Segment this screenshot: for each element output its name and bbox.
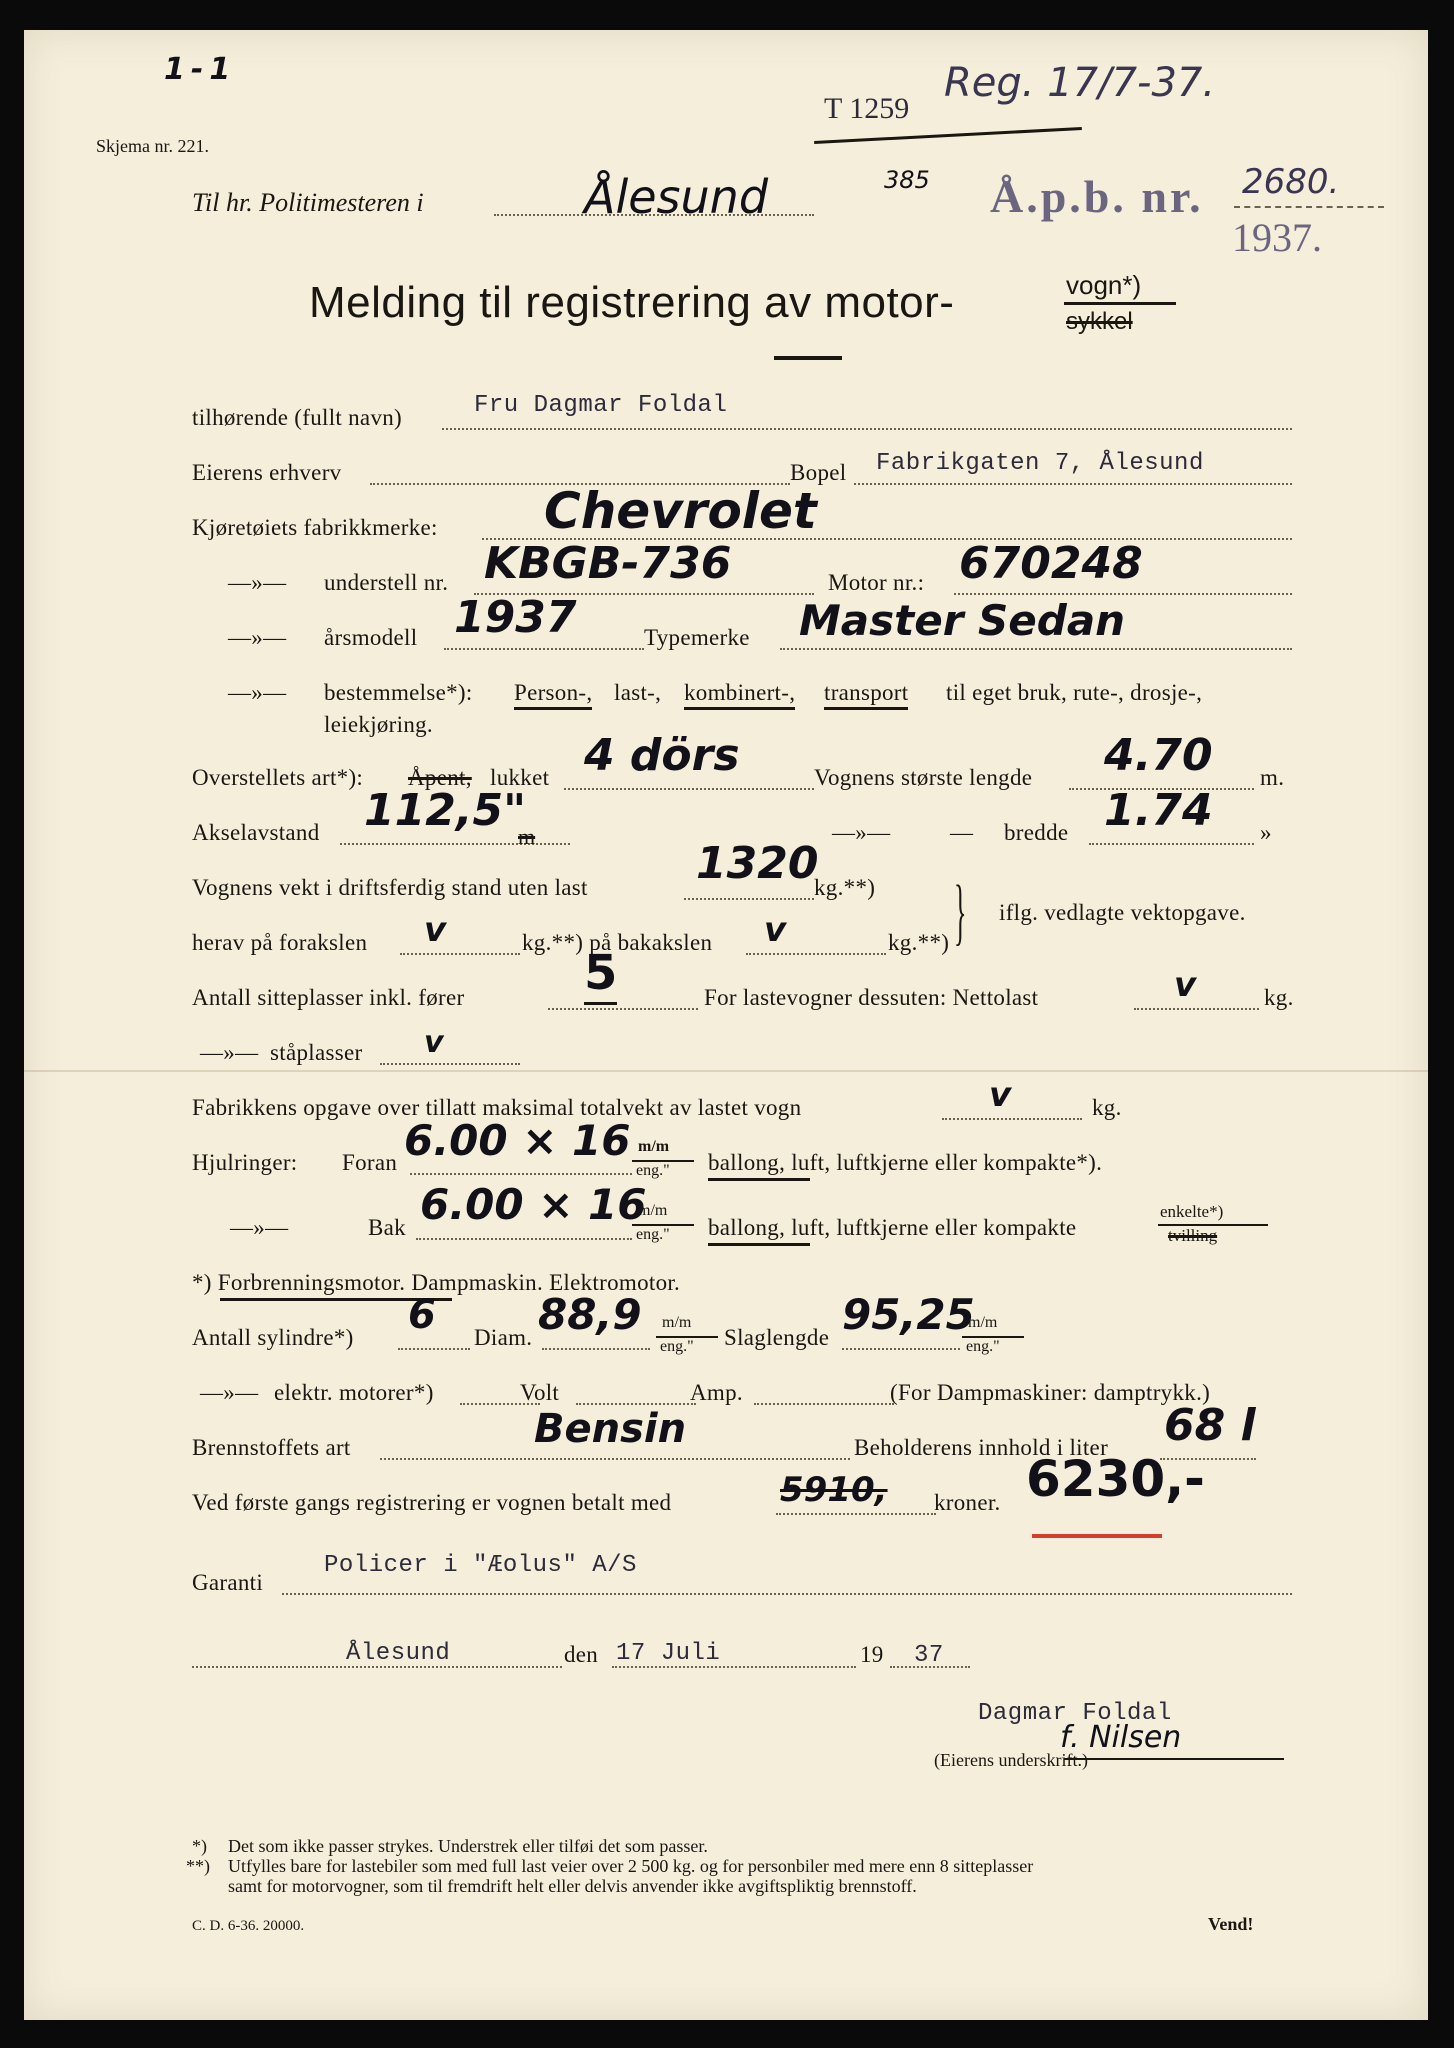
owner-line xyxy=(442,428,1292,430)
owner-value: Fru Dagmar Foldal xyxy=(474,392,728,419)
length-unit: m. xyxy=(1260,765,1285,790)
title-vogn: vogn*) xyxy=(1066,270,1142,300)
stroke-label: Slaglengde xyxy=(724,1325,830,1350)
diam-unit-mm: m/m xyxy=(662,1314,692,1331)
diam-line xyxy=(542,1348,650,1350)
apb-year: 1937. xyxy=(1232,215,1322,260)
turn-over-note: Vend! xyxy=(1208,1914,1254,1934)
tvilling: tvilling xyxy=(1168,1226,1218,1245)
rear-axle-line xyxy=(746,953,886,955)
stroke-unit-eng: eng." xyxy=(966,1338,1000,1355)
front-unit-mm: m/m xyxy=(638,1138,670,1155)
volt-label: Volt xyxy=(520,1380,560,1405)
apb-number: 2680. xyxy=(1242,162,1340,202)
wheelbase-value: 112,5" xyxy=(364,785,527,836)
price-line xyxy=(776,1513,936,1515)
max-weight-unit: kg. xyxy=(1092,1095,1122,1120)
signature-place: Ålesund xyxy=(346,1640,451,1667)
stroke-unit-mm: m/m xyxy=(968,1314,998,1331)
fuel-value: Bensin xyxy=(534,1406,687,1452)
typemark-value: Master Sedan xyxy=(799,596,1126,645)
amp-label: Amp. xyxy=(690,1380,743,1405)
wheels-label: Hjulringer: xyxy=(192,1150,298,1175)
cylinders-value: 6 xyxy=(408,1292,436,1338)
year-label: årsmodell xyxy=(324,625,418,650)
rear-wheels-value: 6.00 × 16 xyxy=(420,1180,647,1229)
front-axle-line xyxy=(400,953,520,955)
title-sykkel: sykkel xyxy=(1066,308,1133,335)
cargo-value: v xyxy=(1174,965,1197,1005)
standing-line xyxy=(380,1063,520,1065)
signer-handwriting: f. Nilsen xyxy=(1060,1720,1182,1755)
price-unit: kroner. xyxy=(934,1490,1001,1515)
rear-axle-label: kg.**) på bakakslen xyxy=(522,930,713,955)
enkelte: enkelte*) xyxy=(1160,1202,1224,1221)
typemark-label: Typemerke xyxy=(644,625,750,650)
residence-value: Fabrikgaten 7, Ålesund xyxy=(876,450,1204,477)
width-value: 1.74 xyxy=(1104,785,1213,836)
front-wheels-label: Foran xyxy=(342,1150,398,1175)
max-weight-label: Fabrikkens opgave over tillatt maksimal totalvekt av lastet vogn xyxy=(192,1095,802,1120)
motor-label: Motor nr.: xyxy=(828,570,925,595)
print-code: C. D. 6-36. 20000. xyxy=(192,1918,305,1934)
tank-label: Beholderens innhold i liter xyxy=(854,1435,1109,1460)
seats-label: Antall sitteplasser inkl. fører xyxy=(192,985,465,1010)
signature-den: den xyxy=(564,1642,599,1667)
purpose-label: bestemmelse*): xyxy=(324,680,473,705)
diam-unit-eng: eng." xyxy=(660,1338,694,1355)
rear-axle-unit: kg.**) xyxy=(888,930,950,955)
stroke-value: 95,25 xyxy=(842,1290,975,1339)
registration-date-note: Reg. 17/7-37. xyxy=(944,60,1216,106)
purpose-person: Person-, xyxy=(514,680,592,710)
make-value: Chevrolet xyxy=(544,482,817,540)
amp-line xyxy=(754,1403,894,1405)
cargo-line xyxy=(1134,1008,1259,1010)
guarantee-value: Policer i "Æolus" A/S xyxy=(324,1552,637,1579)
rear-axle-value: v xyxy=(764,910,787,950)
signature-caption: (Eierens underskrift.) xyxy=(934,1750,1088,1770)
footnote2a: Utfylles bare for lastebiler som med full last veier over 2 500 kg. og for personbiler med mere enn 8 sitteplasser xyxy=(228,1856,1034,1876)
width-line xyxy=(1089,843,1254,845)
ditto-mark: —»— xyxy=(832,820,891,845)
guarantee-line xyxy=(282,1593,1292,1595)
front-axle-label: herav på forakslen xyxy=(192,930,368,955)
ditto-mark: —»— xyxy=(200,1040,259,1065)
apb-line xyxy=(1234,206,1384,208)
rear-wheels-line xyxy=(416,1238,632,1240)
ditto-mark: —»— xyxy=(200,1380,259,1405)
diam-label: Diam. xyxy=(474,1325,533,1350)
front-tyre-types: ballong, luft, luftkjerne eller kompakte*). xyxy=(708,1150,1103,1175)
purpose-last: last-, xyxy=(614,680,662,705)
body-label: Overstellets art*): xyxy=(192,765,364,790)
rear-ballong-underline xyxy=(708,1243,810,1246)
ditto-mark: —»— xyxy=(230,1215,289,1240)
signature-date: 17 Juli xyxy=(616,1640,721,1667)
rear-wheels-label: Bak xyxy=(368,1215,406,1240)
body-closed: lukket xyxy=(490,765,550,790)
front-wheels-value: 6.00 × 16 xyxy=(404,1116,631,1165)
body-open: Åpent, xyxy=(408,765,472,790)
length-label: Vognens største lengde xyxy=(814,765,1033,790)
price-old: 5910, xyxy=(780,1470,888,1510)
rear-unit-mm: m/m xyxy=(638,1202,668,1219)
t-number: T 1259 xyxy=(824,92,910,125)
weight-label: Vognens vekt i driftsferdig stand uten last xyxy=(192,875,588,900)
length-value: 4.70 xyxy=(1104,730,1213,781)
cargo-label: For lastevogner dessuten: Nettolast xyxy=(704,985,1039,1010)
front-wheels-line xyxy=(410,1173,632,1175)
apb-stamp: Å.p.b. nr. xyxy=(990,171,1204,222)
wheelbase-unit: m xyxy=(518,824,536,849)
steam-label: (For Dampmaskiner: damptrykk.) xyxy=(890,1380,1211,1405)
weight-note: iflg. vedlagte vektopgave. xyxy=(999,900,1246,925)
residence-line xyxy=(854,483,1292,485)
weight-value: 1320 xyxy=(696,838,819,889)
wheelbase-label: Akselavstand xyxy=(192,820,320,845)
residence-label: Bopel xyxy=(790,460,847,485)
diam-value: 88,9 xyxy=(538,1290,642,1339)
ditto-mark: —»— xyxy=(228,570,287,595)
width-label: bredde xyxy=(1004,820,1069,845)
footnote2-mark: **) xyxy=(186,1856,210,1876)
footnote1-mark: *) xyxy=(192,1836,207,1856)
addressee-label: Til hr. Politimesteren i xyxy=(192,188,424,217)
price-label: Ved første gangs registrering er vognen betalt med xyxy=(192,1490,672,1515)
price-value: 6230,- xyxy=(1026,1450,1205,1508)
seats-line xyxy=(548,1008,698,1010)
owner-label: tilhørende (fullt navn) xyxy=(192,405,403,430)
signature-year-prefix: 19 xyxy=(860,1642,884,1667)
signature-stroke xyxy=(1064,1758,1284,1760)
fuel-label: Brennstoffets art xyxy=(192,1435,351,1460)
ditto-mark: —»— xyxy=(228,625,287,650)
guarantee-label: Garanti xyxy=(192,1570,264,1595)
purpose-line2: leiekjøring. xyxy=(324,712,433,737)
page-title: Melding til registrering av motor- xyxy=(309,278,955,327)
volt-line xyxy=(576,1403,696,1405)
cylinders-line xyxy=(398,1348,470,1350)
seats-value: 5 xyxy=(584,945,617,1005)
purpose-kombinert: kombinert-, xyxy=(684,680,795,710)
width-unit: » xyxy=(1260,820,1272,845)
width-dash: — xyxy=(950,820,974,845)
year-line xyxy=(444,648,644,650)
tank-value: 68 l xyxy=(1164,1400,1256,1451)
standing-label: ståplasser xyxy=(270,1040,363,1065)
small-number: 385 xyxy=(884,166,930,194)
purpose-rest: til eget bruk, rute-, drosje-, xyxy=(946,680,1203,705)
standing-value: v xyxy=(424,1025,444,1060)
make-label: Kjøretøiets fabrikkmerke: xyxy=(192,515,438,540)
chassis-value: KBGB-736 xyxy=(484,538,732,589)
weight-brace: } xyxy=(954,871,967,953)
typemark-line xyxy=(780,648,1292,650)
form-paper xyxy=(24,30,1428,2020)
front-unit-eng: eng." xyxy=(636,1162,670,1179)
front-ballong-underline xyxy=(708,1178,810,1181)
body-value: 4 dörs xyxy=(584,730,740,781)
addressee-city: Ålesund xyxy=(584,170,769,224)
engine-types: *) Forbrenningsmotor. Dampmaskin. Elektromotor. xyxy=(192,1270,681,1295)
max-weight-line xyxy=(942,1118,1082,1120)
body-line xyxy=(564,788,814,790)
t-number-underline xyxy=(814,127,1082,144)
wheelbase-line xyxy=(340,843,570,845)
fold-crease xyxy=(24,1070,1428,1072)
rear-unit-eng: eng." xyxy=(636,1226,670,1243)
signature-year-suffix: 37 xyxy=(914,1642,944,1669)
price-red-underline xyxy=(1032,1534,1162,1538)
cylinders-label: Antall sylindre*) xyxy=(192,1325,354,1350)
chassis-label: understell nr. xyxy=(324,570,449,595)
corner-mark: 1-1 xyxy=(164,52,237,87)
occupation-label: Eierens erhverv xyxy=(192,460,342,485)
rear-tyre-types: ballong, luft, luftkjerne eller kompakte xyxy=(708,1215,1077,1240)
electric-label: elektr. motorer*) xyxy=(274,1380,434,1405)
max-weight-value: v xyxy=(989,1075,1012,1115)
footnote2b: samt for motorvogner, som til fremdrift helt eller delvis anvender ikke avgiftspliktig brennstoff. xyxy=(228,1876,917,1896)
purpose-transport: transport xyxy=(824,680,908,710)
weight-line xyxy=(684,898,814,900)
stroke-line xyxy=(842,1348,960,1350)
title-fraction-bar xyxy=(1064,302,1176,305)
fuel-line xyxy=(380,1458,850,1460)
front-axle-value: v xyxy=(424,910,447,950)
motor-line xyxy=(954,593,1292,595)
weight-unit: kg.**) xyxy=(814,875,876,900)
footnote1: Det som ikke passer strykes. Understrek eller tilføi det som passer. xyxy=(228,1836,708,1856)
motor-value: 670248 xyxy=(959,538,1143,589)
ditto-mark: —»— xyxy=(228,680,287,705)
form-number: Skjema nr. 221. xyxy=(96,136,209,156)
year-value: 1937 xyxy=(454,592,577,643)
title-dash xyxy=(774,356,842,360)
signer-name: Dagmar Foldal xyxy=(978,1700,1172,1727)
cargo-unit: kg. xyxy=(1264,985,1294,1010)
